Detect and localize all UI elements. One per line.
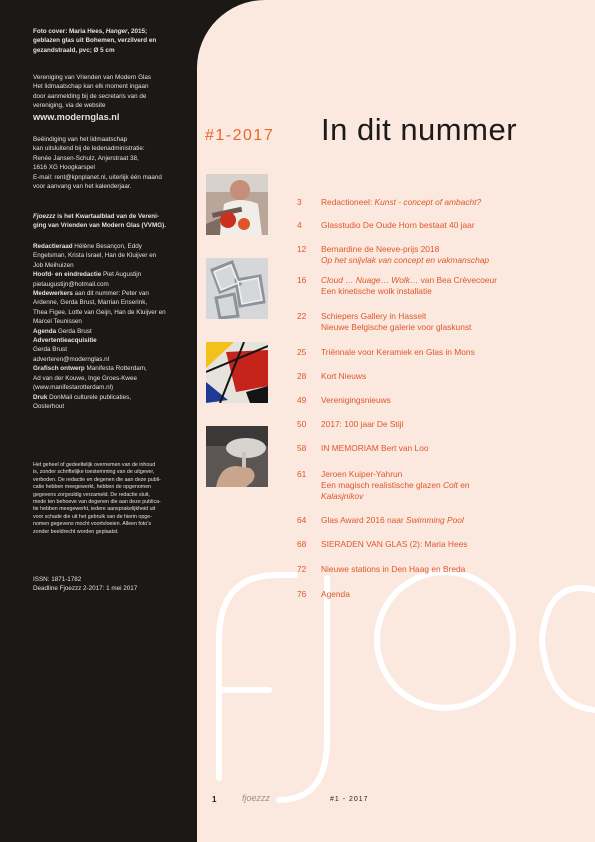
toc-text: Swimming Pool xyxy=(406,515,464,525)
website-link[interactable]: www.modernglas.nl xyxy=(33,111,120,122)
toc-text: Kort Nieuws xyxy=(321,371,367,381)
credits: Redactieraad Hélène Besançon, Eddy Engelsman, Krista Israel, Han de Kluijver en Job Meihuizen Hoofd- en eindredactie Piet Augustijn pietaugustijn@hotmail.com Medewerkers aan dit nummer: Peter van Ardenne, Gerda Brust, Marrian Enserink, Thea Figee, Lotte van Geijn, Han de Kluijver en Marcel Teunissen Agenda Gerda Brust Advertentieacquisitie Gerda Brust adverteren@modernglas.nl Grafisch ontwerp Manifesta Rotterdam, Ad van der Kouwe, Inge Groes-Kwee (www.manifestarotterdam.nl) Druk DonMail culturele publicaties, Oosterhout xyxy=(33,243,166,410)
cover-credit: Foto cover: Maria Hees, Hanger, 2015; geblazen glas uit Bohemen, verzilverd en gezandstraald, pvc; Ø 5 cm xyxy=(33,28,157,54)
toc-page-number: 68 xyxy=(297,539,307,549)
toc-text: Nieuwe stations in Den Haag en Breda xyxy=(321,564,466,574)
de-stijl-composition xyxy=(206,342,268,403)
toc-text: Een magisch realistische glazen xyxy=(321,480,443,490)
glass-disc-in-hand-photo xyxy=(206,426,268,487)
toc-page-number: 28 xyxy=(297,371,307,381)
content-panel xyxy=(197,0,595,842)
toc-page-number: 76 xyxy=(297,589,307,599)
toc-text: Jeroen Kuiper-Yahrun xyxy=(321,469,403,479)
toc-page-number: 49 xyxy=(297,395,307,405)
toc-text: Bernardine de Neeve-prijs 2018 xyxy=(321,244,440,254)
toc-text: IN MEMORIAM Bert van Loo xyxy=(321,443,429,453)
toc-page-number: 25 xyxy=(297,347,307,357)
toc-text: Op het snijvlak van concept en vakmanschap xyxy=(321,255,490,265)
toc-page-number: 12 xyxy=(297,244,307,254)
toc-page-number: 3 xyxy=(297,197,302,207)
toc-text: Triënnale voor Keramiek en Glas in Mons xyxy=(321,347,475,357)
toc-text: Een kinetische wolk installatie xyxy=(321,286,432,296)
toc-page-number: 64 xyxy=(297,515,307,525)
association-info: Vereniging van Vrienden van Modern Glas Het lidmaatschap kan elk moment ingaan door aanmelding bij de secretaris van de vereniging, via de website www.modernglas.nl xyxy=(33,73,198,123)
toc-text: Kalasjnikov xyxy=(321,491,364,501)
footer-logo: fjoezzz xyxy=(242,793,271,803)
toc-text: Nieuwe Belgische galerie voor glaskunst xyxy=(321,322,472,332)
toc-text: Glasstudio De Oude Horn bestaat 40 jaar xyxy=(321,220,475,230)
toc-page-number: 61 xyxy=(297,469,307,479)
toc-page-number: 50 xyxy=(297,419,307,429)
toc-text: Glas Award 2016 naar xyxy=(321,515,407,525)
toc-text: Kunst - concept of ambacht? xyxy=(374,197,482,207)
toc-text: Cloud … Nuage… Wolk… xyxy=(321,275,419,285)
issn-info: ISSN: 1871-1782 Deadline Fjoezzz 2-2017: 1 mei 2017 xyxy=(33,576,138,593)
colophon-panel xyxy=(0,0,197,842)
toc-page-number: 16 xyxy=(297,275,307,285)
toc-text: Verenigingsnieuws xyxy=(321,395,391,405)
toc-text: SIERADEN VAN GLAS (2): Maria Hees xyxy=(321,539,468,549)
termination-info: Beëindiging van het lidmaatschap kan uitsluitend bij de ledenadministratie: Renée Jansen-Schulz, Anjerstraat 38, 1616 XG Hoogkarspel E-mail: rent@kpnplanet.nl, uiterlijk één maand voor aanvang van het kalenderjaar. xyxy=(33,136,162,191)
toc-text: en xyxy=(457,480,470,490)
glassblower-photo xyxy=(206,174,268,235)
toc-text: Redactioneel: xyxy=(321,197,375,207)
toc-text: Agenda xyxy=(321,589,350,599)
toc-page-number: 72 xyxy=(297,564,307,574)
quarterly-statement: Fjoezzz is het Kwartaalblad van de Vereni- ging van Vrienden van Modern Glas (VVMG). xyxy=(33,213,166,230)
issue-label: #1-2017 xyxy=(205,127,275,144)
footer-issue: #1 - 2017 xyxy=(330,796,369,803)
toc-page-number: 22 xyxy=(297,311,307,321)
toc-text: 2017: 100 jaar De Stijl xyxy=(321,419,404,429)
disclaimer: Het geheel of gedeeltelijk overnemen van de inhoud is, zonder schriftelijke toestemming van de uitgever, verboden. De redactie en degenen die aan deze publi- catie hebben meegewerkt, hebben de opgenomen gegevens zorgvuldig verzameld. De redactie sluit, mede ten behoeve van degenen die aan deze publica- tie hebben meegewerkt, iedere aansprakelijkheid uit voor schade die uit het gebruik van de hierin opge- nomen gegevens mocht voortvloeien. Alleen foto’s zonder beeldrecht worden geplaatst. xyxy=(33,462,161,535)
page-title: In dit nummer xyxy=(321,112,518,147)
page-number: 1 xyxy=(212,795,217,804)
toc-text: Colt xyxy=(442,480,458,490)
toc-text: Schiepers Gallery in Hasselt xyxy=(321,311,427,321)
toc-text: van Bea Crèvecoeur xyxy=(418,275,497,285)
toc-page-number: 58 xyxy=(297,443,307,453)
toc-page-number: 4 xyxy=(297,220,302,230)
glass-geometric-sculpture-photo xyxy=(206,258,268,319)
